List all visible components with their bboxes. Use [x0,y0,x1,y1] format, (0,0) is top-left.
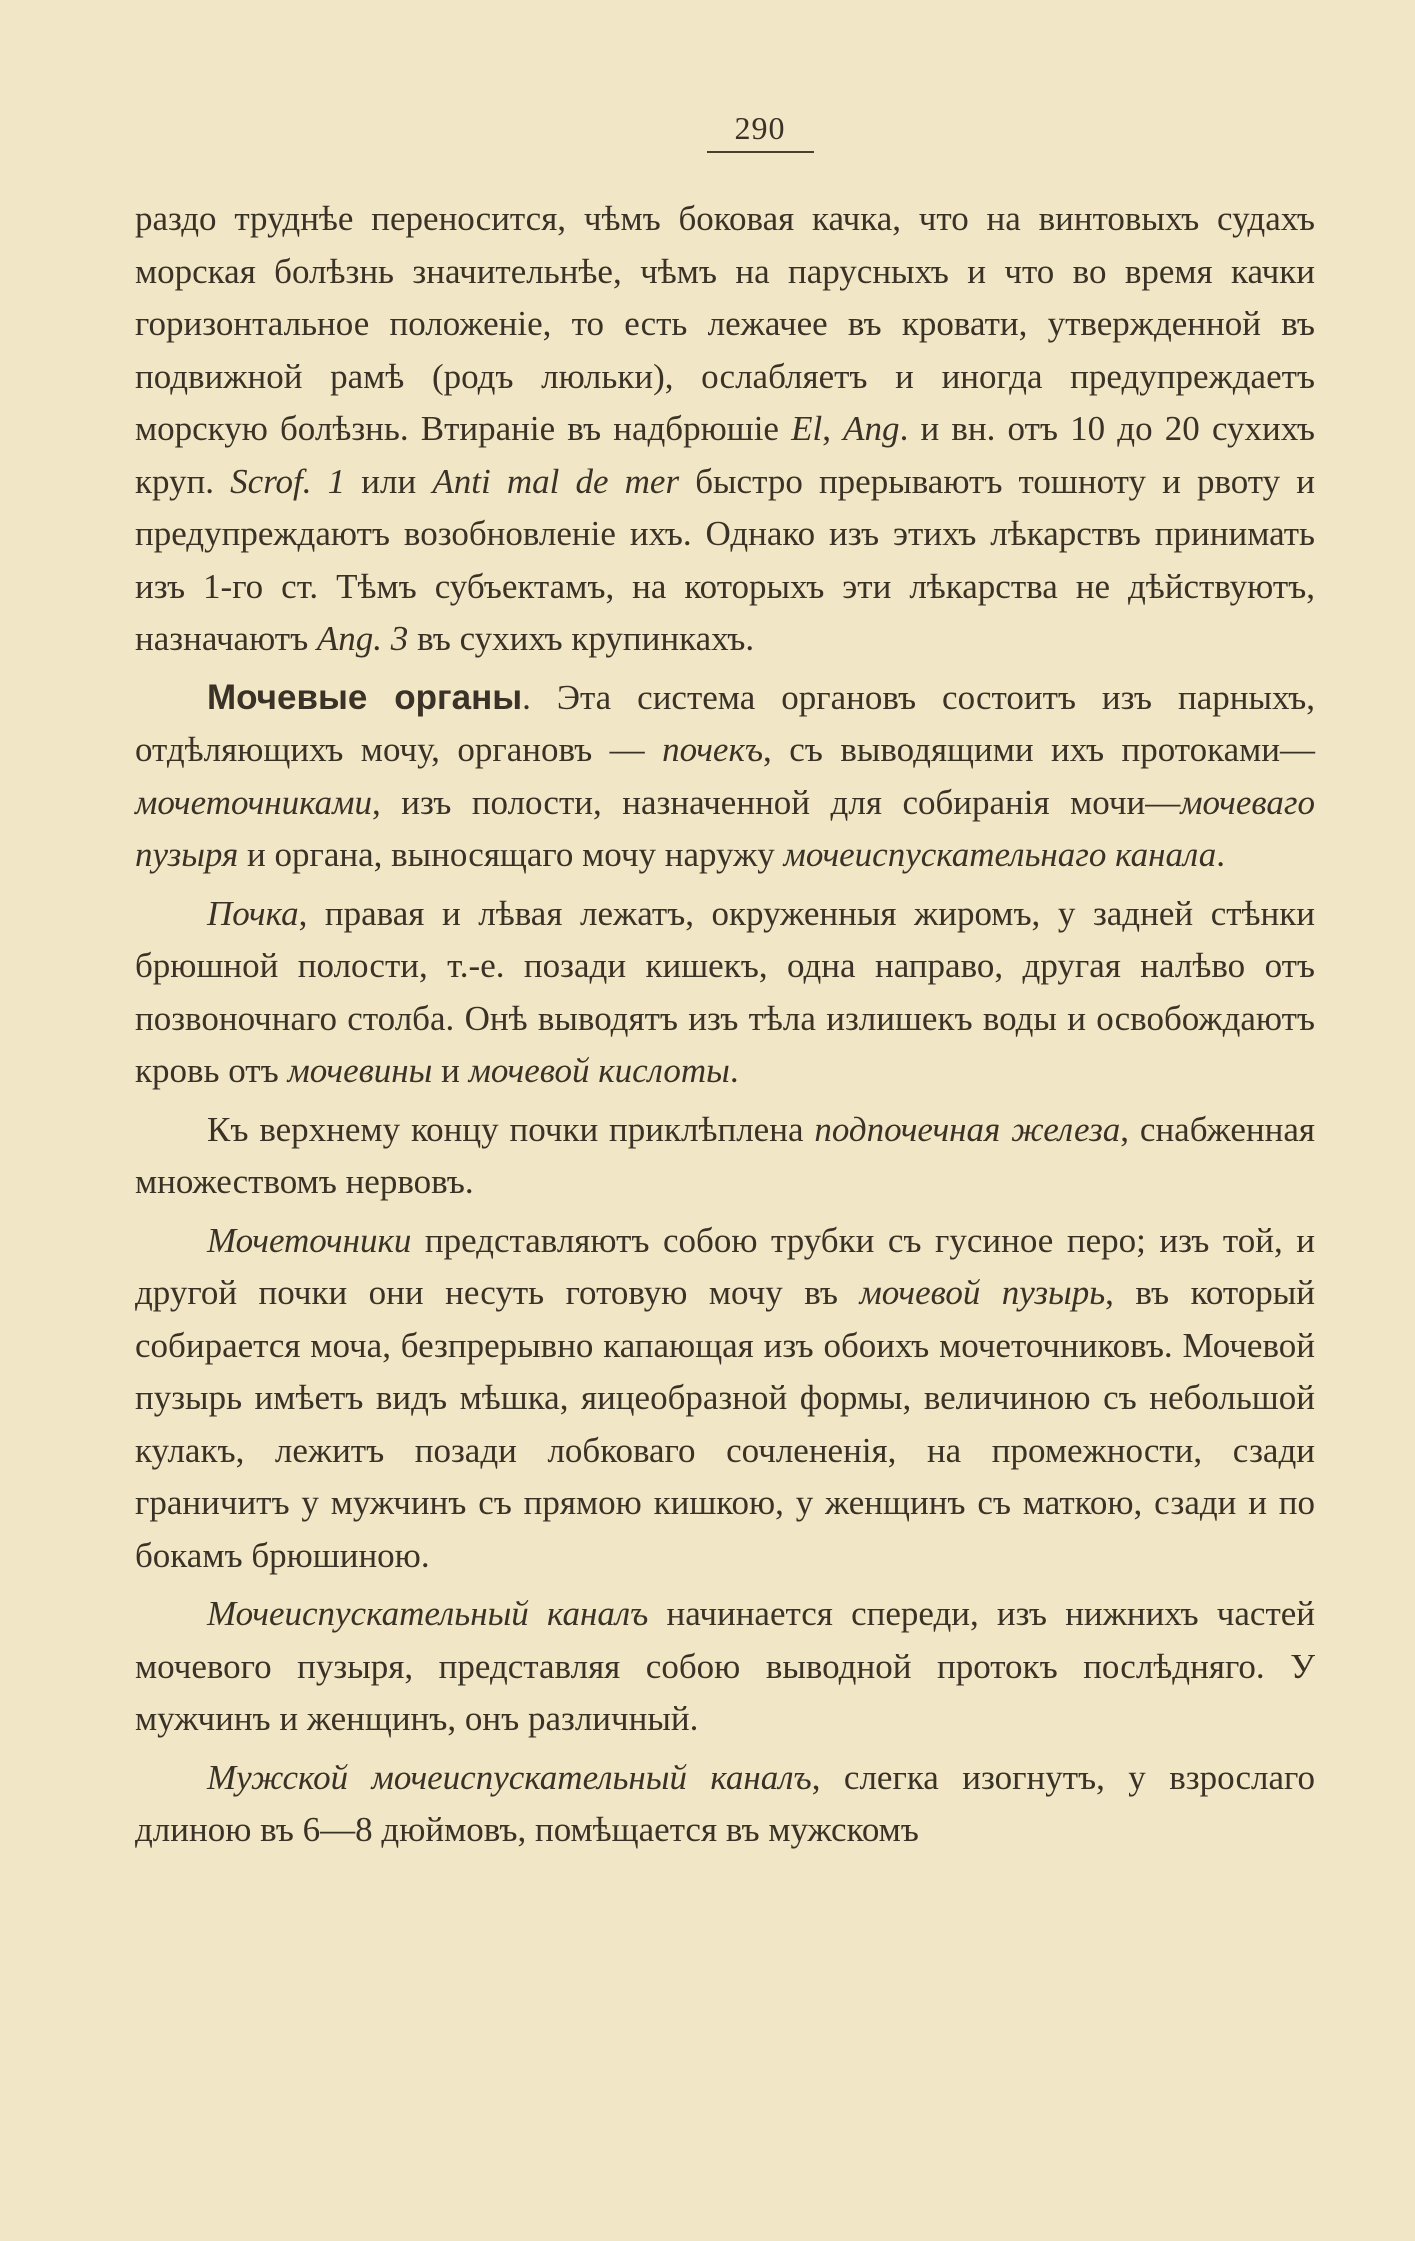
text-run: или [345,461,433,501]
emphasis-text: почекъ [662,730,764,769]
emphasis-text: Anti mal de mer [432,461,680,501]
emphasis-text: Scrof. 1 [230,461,346,501]
emphasis-text: Ang. 3 [316,619,409,658]
page-number: 290 [707,110,814,153]
text-run: , слегка изогнутъ, у взрослаго длиною въ 6—8 дюймовъ, помѣщается въ мужскомъ [135,1757,1315,1849]
text-run: , [822,409,844,448]
text-run: быстро прерываютъ тошноту и рвоту и предупреждаютъ возобновленіе ихъ. Однако изъ этихъ лѣкарствъ принимать изъ 1-го ст. Тѣмъ субъектамъ, на которыхъ эти лѣкарства не дѣйствуютъ, назначаютъ [135,461,1315,658]
text-run: и [432,1051,469,1090]
text-run: , въ который собирается моча, безпрерывно капающая изъ обоихъ мочеточниковъ. Мочевой пузырь имѣетъ видъ мѣшка, яицеобразной формы, величиною съ небольшой кулакъ, лежитъ позади лобковаго сочлененія, на промежности, сзади граничитъ у мужчинъ съ прямою кишкою, у женщинъ съ маткою, сзади и по бокамъ брюшиною. [135,1273,1315,1575]
section-heading: Мочевые органы [207,677,523,717]
page-header [235,110,1285,153]
emphasis-text: Мужской мочеиспускательный каналъ [207,1757,812,1797]
text-run: Къ верхнему концу почки приклѣплена [207,1109,815,1149]
text-run: въ сухихъ крупинкахъ. [408,619,755,658]
emphasis-text: Мочеиспускательный каналъ [207,1594,649,1633]
emphasis-text: El [791,409,823,448]
emphasis-text: мочевой пузырь [859,1273,1106,1312]
paragraph [135,1215,1315,1583]
paragraph [135,1588,1315,1746]
paragraph [135,888,1315,1098]
text-run: , съ выводящими ихъ протоками— [763,730,1315,769]
emphasis-text: мочеточниками [135,782,372,822]
paragraph [135,1752,1315,1857]
text-run: и органа, выносящаго мочу наружу [238,835,784,874]
text-run: , правая и лѣвая лежатъ, окруженныя жиромъ, у задней стѣнки брюшной полости, т.-е. позади кишекъ, одна направо, другая налѣво отъ позвоночнаго столба. Онѣ выводятъ изъ тѣла излишекъ воды и освобождаютъ кровь отъ [135,893,1315,1090]
text-run: . Эта система органовъ состоитъ изъ парныхъ, отдѣляющихъ мочу, органовъ — [135,677,1315,769]
emphasis-text: Ang [843,409,900,448]
emphasis-text: подпочечная железа [814,1109,1121,1149]
text-run: представляютъ собою трубки съ гусиное перо; изъ той, и другой почки они несуть готовую мочу въ [135,1220,1315,1312]
paragraph [135,672,1315,882]
paragraph [135,1104,1315,1209]
text-run: раздо труднѣе переносится, чѣмъ боковая качка, что на винтовыхъ судахъ морская болѣзнь значительнѣе, чѣмъ на парусныхъ и что во время качки горизонтальное положеніе, то есть лежачее въ кровати, утвержденной въ подвижной рамѣ (родъ люльки), ослабляетъ и иногда предупреждаетъ морскую болѣзнь. Втираніе въ надбрюшіе [135,199,1315,448]
emphasis-text: Почка [207,893,299,933]
body-text [135,193,1315,1857]
emphasis-text: мочеваго пузыря [135,782,1315,874]
text-run: . и вн. отъ 10 до 20 сухихъ круп. [135,409,1316,501]
paragraph [135,193,1315,666]
text-run: , изъ полости, назначенной для собиранія мочи— [371,782,1181,822]
text-run: , снабженная множествомъ нервовъ. [135,1109,1316,1201]
text-run: начинается спереди, изъ нижнихъ частей мочевого пузыря, представляя собою выводной протокъ послѣдняго. У мужчинъ и женщинъ, онъ различный. [135,1594,1316,1738]
emphasis-text: Мочеточники [207,1220,412,1260]
emphasis-text: мочевины [287,1051,433,1090]
text-run: . [1216,835,1225,874]
text-run: . [729,1051,739,1090]
emphasis-text: мочеиспускательнаго канала [783,835,1217,874]
emphasis-text: мочевой кислоты [468,1051,730,1090]
